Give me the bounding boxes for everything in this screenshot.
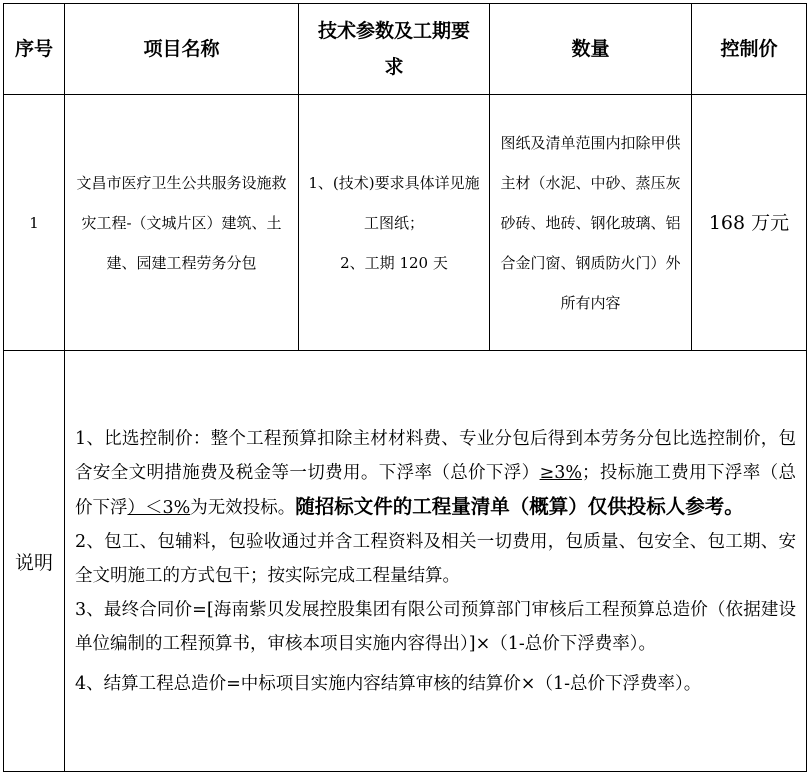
row-tech xyxy=(299,95,490,351)
header-qty: 数量 xyxy=(490,4,692,95)
note-1-bold: 随招标文件的工程量清单（概算）仅供投标人参考。 xyxy=(295,494,744,518)
notes-row xyxy=(4,351,807,772)
row-name: 文昌市医疗卫生公共服务设施救灾工程-（文城片区）建筑、土建、园建工程劳务分包 xyxy=(65,95,299,351)
header-tech: 技术参数及工期要求 xyxy=(299,4,490,95)
header-price: 控制价 xyxy=(692,4,807,95)
row-qty: 图纸及清单范围内扣除甲供主材（水泥、中砂、蒸压灰砂砖、地砖、钢化玻璃、铝合金门窗、钢质防火门）外所有内容 xyxy=(490,95,692,351)
table-row xyxy=(4,95,807,351)
note-4: 4、结算工程总造价=中标项目实施内容结算审核的结算价×（1-总价下浮费率）。 xyxy=(75,673,702,694)
note-3: 3、最终合同价=[海南紫贝发展控股集团有限公司预算部门审核后工程预算总造价（依据建设单位编制的工程预算书，审核本项目实施内容得出）]×（1-总价下浮费率）。 xyxy=(75,599,796,654)
tech-line-1: 1、(技术)要求具体详见施工图纸； xyxy=(308,173,480,232)
row-seq: 1 xyxy=(4,95,65,351)
header-seq: 序号 xyxy=(4,4,65,95)
note-2: 2、包工、包辅料，包验收通过并含工程资料及相关一切费用，包质量、包安全、包工期、安全文明施工的方式包干；按实际完成工程量结算。 xyxy=(75,531,796,586)
header-row xyxy=(4,4,807,95)
note-1-underline-2: ）＜3% xyxy=(127,497,191,518)
notes-body xyxy=(65,351,807,772)
row-price: 168 万元 xyxy=(692,95,807,351)
tech-line-2: 2、工期 120 天 xyxy=(340,253,448,272)
header-name: 项目名称 xyxy=(65,4,299,95)
note-1: 1、比选控制价：整个工程预算扣除主材材料费、专业分包后得到本劳务分包比选控制价，包含安全文明措施费及税金等一切费用。下浮率（总价下浮）≥3%；投标施工费用下浮率（总价下浮）＜3%为无效投标。随招标文件的工程量清单（概算）仅供投标人参考。 xyxy=(75,428,797,518)
notes-label: 说明 xyxy=(4,351,65,772)
note-1-underline-1: ≥3% xyxy=(539,462,582,483)
project-table xyxy=(3,3,807,772)
